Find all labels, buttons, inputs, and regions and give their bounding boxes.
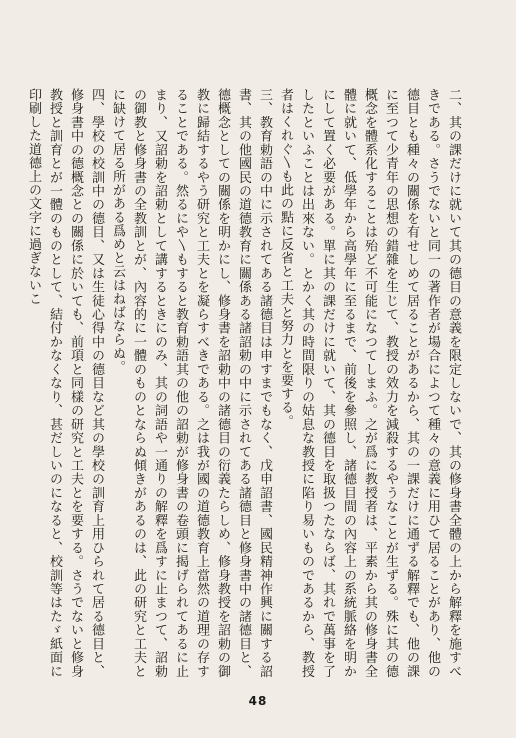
page-number: 48 <box>248 694 268 708</box>
paragraph-3: 三、教育勅語の中に示されてある諸德目は申すまでもなく、戊申詔書、國民精神作興に關する詔書、其の他國民の道德教育に關係ある諸詔勅の中に示されてある諸德目と修身書中の諸德目と、德概念としての關係を明かにし、修身書を詔勅中の諸德目の衍義たらしめ、修身教授を詔勅の御教に歸結するやう研究と工夫とを凝らすべきである。之は我が國の道德教育上當然の道理の存することである。然るにや〵もすると教育勅語其の他の詔勅が修身書の卷頭に揭げられてあるに止まり、又詔勅を詔勅として講するときにのみ、其の詞語や一通りの解釋を爲すに止まつて、詔勅の御教と修身書の全教訓とが、內容的に一體のものとならぬ傾きがあるのは、此の研究と工夫とに缺けて居る所がある爲めと云はねばならぬ。 <box>110 88 272 678</box>
paragraph-2: 二、其の課だけに就いて其の德目の意義を限定しないで、其の修身書全體の上から解釋を施すべきである。さうでないと同一の著作者が場合によつて種々の意義に用ひて居ることがあり、他の德目とも種々の關係を有せしめて居ることがあるから、其の一課だけに通ずる解釋でも、他の課に至つて少青年の思想の錯雜を生じて、教授の效力を減殺するやうなことが生ずる。殊に其の德概念を體系化することは殆ど不可能になつてしまふ。之が爲に教授者は、平素から其の修身書全體に就いて、低學年から高學年に至るまで、前後を參照し、諸德目間の內容上の系統脈絡を明かにして置く必要がある。單に其の課だけに就いて、其の德目を取扱つたならば、其れで萬事を了したといふことは出來ない。とかく其の時間限りの姑息な教授に陷り易いものであるから、教授者はくれぐ〵も此の點に反省と工夫と努力とを要する。 <box>278 88 461 678</box>
body-text <box>26 88 464 678</box>
paragraph-4: 四、學校の校訓中の德目、又は生徒心得中の德目など其の學校の訓育上用ひられて居る德目と、修身書中の德概念との關係に於いても、前項と同樣の研究と工夫とを要する。さうでないと修身教授と訓育とが一體のものとして、結付かなくなり、甚だしいのになると、校訓等はたゞ紙面に印刷した道德上の文字に過ぎないこ <box>26 88 104 678</box>
